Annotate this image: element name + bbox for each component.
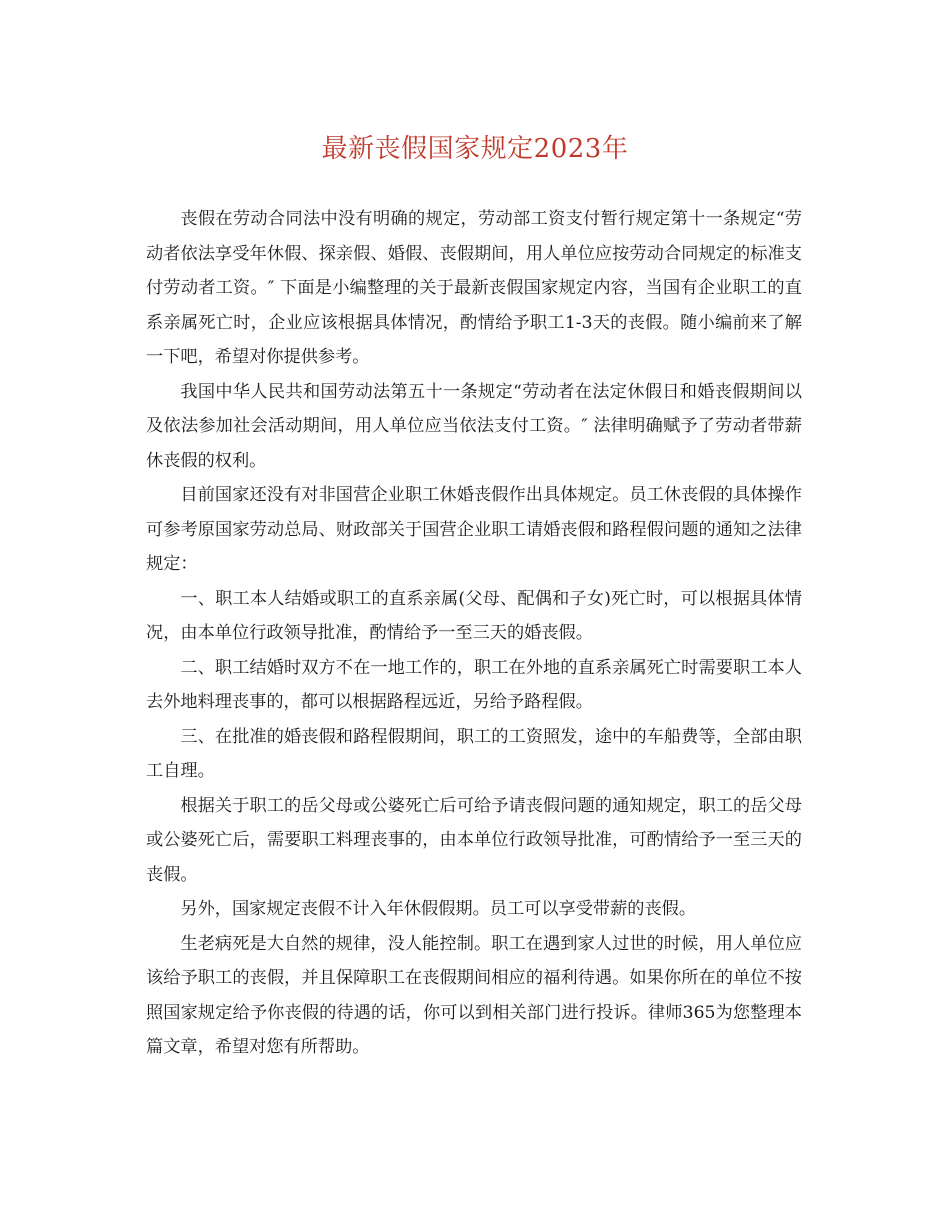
document-title: 最新丧假国家规定2023年 [321,134,629,164]
paragraph-labor-law: 我国中华人民共和国劳动法第五十一条规定“劳动者在法定休假日和婚丧假期间以及依法参加社会活动期间，用人单位应当依法支付工资。″ 法律明确赋予了劳动者带薪休丧假的权利。 [146,381,802,471]
paragraph-rule-one: 一、职工本人结婚或职工的直系亲属(父母、配偶和子女)死亡时，可以根据具体情况，由本单位行政领导批准，酌情给予一至三天的婚丧假。 [146,588,802,643]
paragraph-conclusion: 生老病死是大自然的规律，没人能控制。职工在遇到家人过世的时候，用人单位应该给予职工的丧假，并且保障职工在丧假期间相应的福利待遇。如果你所在的单位不按照国家规定给予你丧假的待遇的话，你可以到相关部门进行投诉。律师365为您整理本篇文章，希望对您有所帮助。 [146,933,802,1057]
paragraph-rule-three: 三、在批准的婚丧假和路程假期间，职工的工资照发，途中的车船费等，全部由职工自理。 [146,726,802,781]
paragraph-in-laws: 根据关于职工的岳父母或公婆死亡后可给予请丧假问题的通知规定，职工的岳父母或公婆死亡后，需要职工料理丧事的，由本单位行政领导批准，可酌情给予一至三天的丧假。 [146,795,802,885]
paragraph-annual-leave: 另外，国家规定丧假不计入年休假假期。员工可以享受带薪的丧假。 [180,899,697,919]
paragraph-rule-two: 二、职工结婚时双方不在一地工作的，职工在外地的直系亲属死亡时需要职工本人去外地料理丧事的，都可以根据路程远近，另给予路程假。 [146,657,802,712]
document-body [146,202,802,1065]
paragraph-current-rules: 目前国家还没有对非国营企业职工休婚丧假作出具体规定。员工休丧假的具体操作可参考原国家劳动总局、财政部关于国营企业职工请婚丧假和路程假问题的通知之法律规定： [146,485,802,574]
paragraph-intro: 丧假在劳动合同法中没有明确的规定，劳动部工资支付暂行规定第十一条规定“劳动者依法享受年休假、探亲假、婚假、丧假期间，用人单位应按劳动合同规定的标准支付劳动者工资。″ 下面是小编整理的关于最新丧假国家规定内容，当国有企业职工的直系亲属死亡时，企业应该根据具体情况，酌情给予职工1-3天的丧假。随小编前来了解一下吧，希望对你提供参考。 [146,209,802,367]
